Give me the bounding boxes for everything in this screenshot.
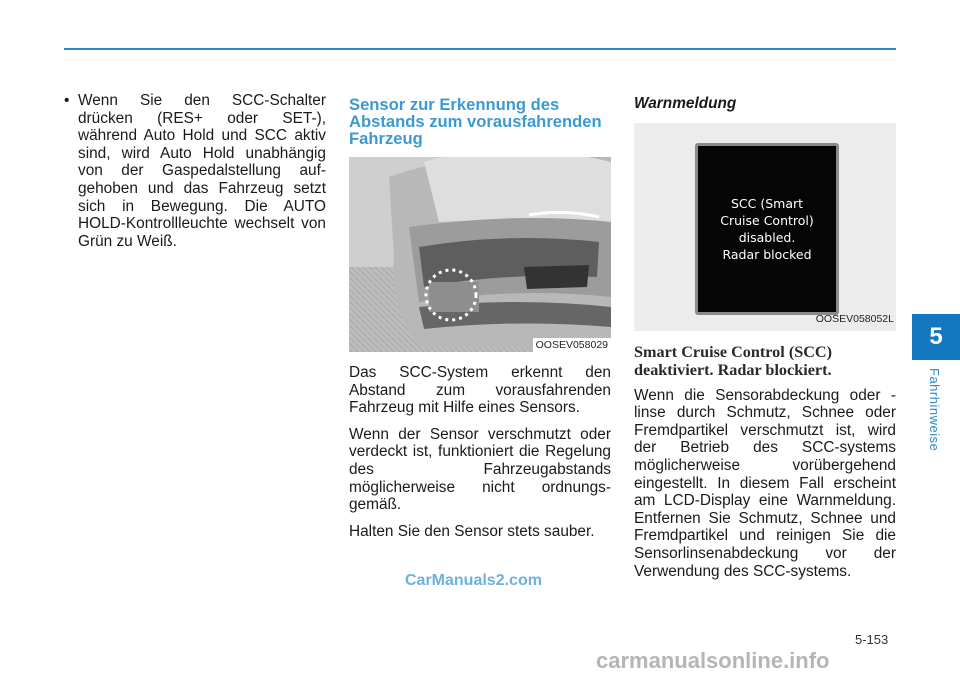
paragraph: Halten Sie den Sensor stets sauber.: [349, 522, 595, 540]
paragraph: Wenn der Sensor verschmutzt oder verdeckt ist, funktioniert die Regelung des Fahrzeugabstands möglicherweise nicht ordnungs-gemäß.: [349, 425, 611, 514]
column-left: [64, 92, 326, 250]
chapter-label: Fahrhinweise: [927, 368, 942, 452]
bullet-dot: •: [64, 92, 70, 109]
watermark-footer: carmanualsonline.info: [596, 648, 830, 673]
figure-code: OOSEV058029: [533, 338, 611, 352]
section-heading: Sensor zur Erkennung des Abstands zum vorausfahrenden Fahrzeug: [349, 95, 602, 148]
lcd-warning-figure: [634, 123, 896, 331]
paragraph: Wenn die Sensorabdeckung oder -linse durch Schmutz, Schnee oder Fremdpartikel verschmutzt ist, wird der Betrieb des SCC-systems möglicherweise vorübergehend eingestellt. In diesem Fall erscheint am LCD-Display eine Warnmeldung. Entfernen Sie Schmutz, Schnee und Fremdpartikel und reinigen Sie die Sensorlinsenabdeckung vor der Verwendung des SCC-systems.: [634, 386, 896, 580]
lcd-display: [695, 143, 839, 315]
top-divider: [64, 48, 896, 50]
paragraph: Das SCC-System erkennt den Abstand zum vorausfahrenden Fahrzeug mit Hilfe eines Sensors.: [349, 364, 611, 417]
bullet-item: [64, 92, 326, 250]
watermark-link[interactable]: CarManuals2.com: [405, 572, 542, 589]
chapter-number-tab: 5: [912, 314, 960, 360]
lcd-message: SCC (Smart Cruise Control) disabled. Radar blocked: [720, 195, 814, 262]
car-sensor-figure: [349, 157, 611, 352]
column-middle: [349, 96, 611, 549]
message-heading: Smart Cruise Control (SCC) deaktiviert. Radar blockiert.: [634, 342, 832, 379]
warning-heading: Warnmeldung: [634, 95, 737, 112]
bullet-text: Wenn Sie den SCC-Schalter drücken (RES+ oder SET-), während Auto Hold und SCC aktiv sind, wird Auto Hold unabhängig von der Gaspedalstellung auf-gehoben und das Fahrzeug setzt sich in Bewegung. Die AUTO HOLD-Kontrollleuchte wechselt von Grün zu Weiß.: [78, 92, 326, 250]
figure-code: OOSEV058052L: [815, 313, 894, 325]
car-front-illustration: [349, 157, 611, 352]
page-number: 5-153: [855, 632, 889, 647]
column-right: [634, 95, 896, 589]
